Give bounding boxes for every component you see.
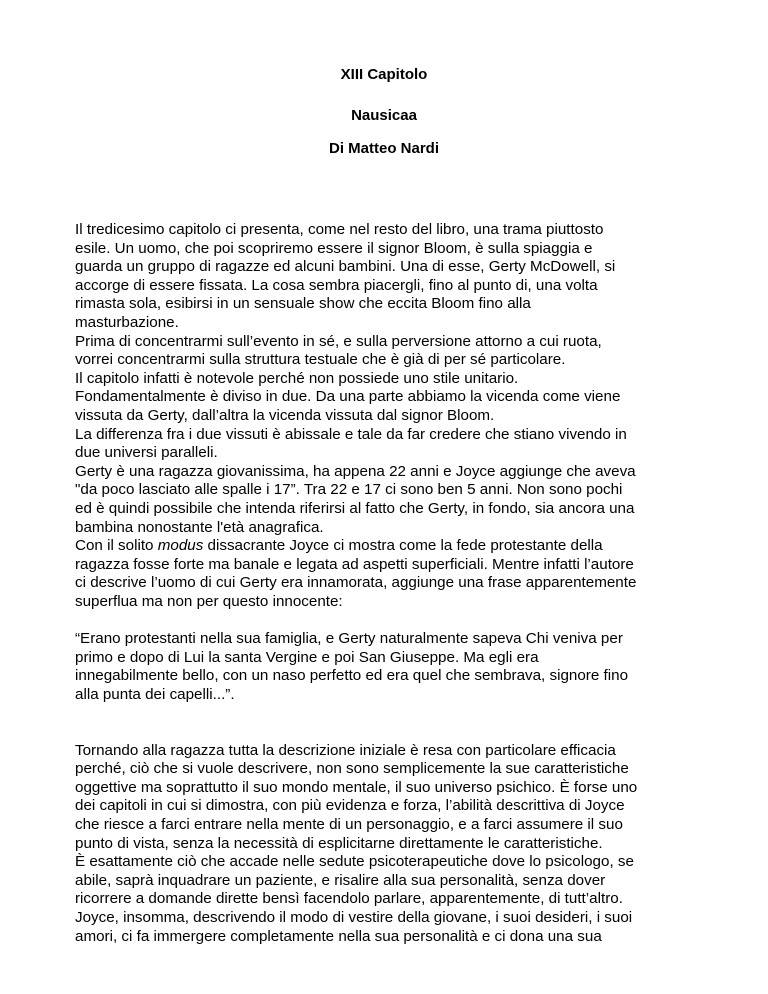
text-line: masturbazione. <box>75 313 179 331</box>
text-line: Prima di concentrarmi sull’evento in sé, e sulla perversione attorno a cui ruota, <box>75 332 602 350</box>
text-line: Il capitolo infatti è notevole perché non possiede uno stile unitario. <box>75 369 519 387</box>
text-line: Fondamentalmente è diviso in due. Da una parte abbiamo la vicenda come viene <box>75 388 621 406</box>
text-line: due universi paralleli. <box>75 444 218 462</box>
text-line: esile. Un uomo, che poi scopriremo essere il signor Bloom, è sulla spiaggia e <box>75 239 593 257</box>
text-line: Il tredicesimo capitolo ci presenta, come nel resto del libro, una trama piuttosto <box>75 221 604 238</box>
chapter-heading: XIII Capitolo <box>340 66 428 83</box>
text-line: ricorrere a domande dirette bensì facendolo parlare, apparentemente, di tutt’altro. <box>75 890 623 908</box>
paragraph-analysis <box>75 742 715 947</box>
text-line: È esattamente ciò che accade nelle sedute psicoterapeutiche dove lo psicologo, se <box>75 853 634 871</box>
text-line: dei capitoli in cui si dimostra, con più evidenza e forza, l’abilità descrittiva di Joyce <box>75 797 625 815</box>
text-line: amori, ci fa immergere completamente nella sua personalità e ci dona una sua <box>75 927 602 945</box>
paragraph-intro <box>75 221 715 611</box>
text-line: guarda un gruppo di ragazze ed alcuni bambini. Una di esse, Gerty McDowell, si <box>75 258 616 276</box>
text-line: abile, saprà inquadrare un paziente, e risalire alla sua personalità, senza dover <box>75 871 606 889</box>
text-segment: dissacrante Joyce ci mostra come la fede protestante della <box>203 537 603 555</box>
text-line: ragazza fosse forte ma banale e legata ad aspetti superficiali. Mentre infatti l’autore <box>75 555 634 573</box>
text-line: accorge di essere fissata. La cosa sembra piacergli, fino al punto di, una volta <box>75 276 598 294</box>
italic-word: modus <box>157 537 204 555</box>
text-line: punto di vista, senza la necessità di esplicitarne direttamente le caratteristiche. <box>75 834 603 852</box>
text-line: che riesce a farci entrare nella mente di un personaggio, e a farci assumere il suo <box>75 816 623 833</box>
text-line: ci descrive l’uomo di cui Gerty era innamorata, aggiunge una frase apparentemente <box>75 574 637 592</box>
text-line: rimasta sola, esibirsi in un sensuale show che eccita Bloom fino alla <box>75 295 531 313</box>
text-line: superflua ma non per questo innocente: <box>75 592 343 610</box>
body-text <box>75 221 715 946</box>
text-line: Tornando alla ragazza tutta la descrizione iniziale è resa con particolare efficacia <box>75 741 616 759</box>
text-line: vissuta da Gerty, dall’altra la vicenda vissuta dal signor Bloom. <box>75 406 495 424</box>
text-line: La differenza fra i due vissuti è abissale e tale da far credere che stiano vivendo in <box>75 425 627 443</box>
quote-line: alla punta dei capelli...”. <box>75 685 235 703</box>
text-line: bambina nonostante l'età anagrafica. <box>75 518 324 536</box>
author-line: Di Matteo Nardi <box>328 140 439 157</box>
quote-line: primo e dopo di Lui la santa Vergine e poi San Giuseppe. Ma egli era <box>75 648 539 666</box>
text-line-modus <box>75 537 715 556</box>
text-line: oggettive ma soprattutto il suo mondo mentale, il suo universo psichico. È forse uno <box>75 778 638 796</box>
quotation <box>75 630 715 704</box>
quote-line: “Erano protestanti nella sua famiglia, e Gerty naturalmente sapeva Chi veniva per <box>75 630 623 648</box>
text-line: perché, ciò che si vuole descrivere, non sono semplicemente la sue caratteristiche <box>75 760 629 778</box>
text-segment: Con il solito <box>75 537 158 555</box>
text-line: vorrei concentrarmi sulla struttura testuale che è già di per sé particolare. <box>75 351 566 369</box>
text-line: "da poco lasciato alle spalle i 17”. Tra 22 e 17 ci sono ben 5 anni. Non sono pochi <box>75 481 623 499</box>
text-line: ed è quindi possibile che intenda riferirsi al fatto che Gerty, in fondo, sia ancora una <box>75 499 635 517</box>
chapter-title: Nausicaa <box>351 107 417 124</box>
text-line: Gerty è una ragazza giovanissima, ha appena 22 anni e Joyce aggiunge che aveva <box>75 462 636 480</box>
text-line: Joyce, insomma, descrivendo il modo di vestire della giovane, i suoi desideri, i suoi <box>75 908 633 926</box>
quote-line: innegabilmente bello, con un naso perfetto ed era quel che sembrava, signore fino <box>75 667 629 685</box>
paragraph-spacer <box>75 611 715 630</box>
paragraph-spacer <box>75 704 715 741</box>
